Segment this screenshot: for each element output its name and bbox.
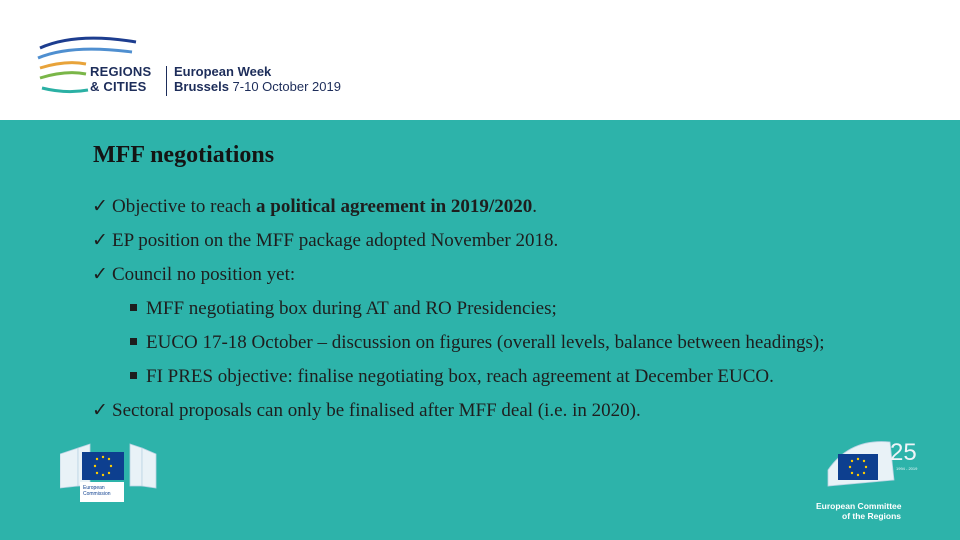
logo-line1: REGIONS bbox=[90, 64, 152, 79]
bullet-ep-position bbox=[92, 227, 952, 261]
bullet-council bbox=[92, 261, 952, 295]
bullet-sectoral bbox=[92, 397, 952, 431]
bullet-objective bbox=[92, 193, 952, 227]
square-bullet-icon bbox=[130, 338, 137, 345]
bullet-text: Sectoral proposals can only be finalised after MFF deal (i.e. in 2020). bbox=[112, 400, 641, 421]
event-city: Brussels bbox=[174, 79, 229, 94]
check-icon: ✓ bbox=[92, 264, 108, 285]
bullet-text-bold: a political agreement in 2019/2020 bbox=[256, 196, 533, 217]
slide-title: MFF negotiations bbox=[93, 142, 275, 168]
cor-label-line2: of the Regions bbox=[842, 511, 902, 521]
check-icon: ✓ bbox=[92, 400, 108, 421]
logo-wordmark bbox=[90, 64, 151, 94]
bullet-text: EP position on the MFF package adopted November 2018. bbox=[112, 230, 559, 251]
subbullet-text: EUCO 17-18 October – discussion on figures (overall levels, balance between headings); bbox=[146, 332, 825, 353]
square-bullet-icon bbox=[130, 372, 137, 379]
bullet-text-post: . bbox=[532, 196, 537, 217]
event-title: European Week bbox=[174, 64, 272, 79]
subbullet-fi-pres bbox=[92, 363, 952, 397]
header bbox=[0, 0, 960, 120]
bullet-text-pre: Objective to reach bbox=[112, 196, 257, 217]
logo-divider bbox=[166, 66, 167, 96]
cor-label-line1: European Committee bbox=[816, 501, 902, 511]
square-bullet-icon bbox=[130, 304, 137, 311]
ec-label-line1: European bbox=[83, 485, 105, 491]
cor-anniversary: 25 bbox=[890, 439, 917, 466]
subbullet-euco bbox=[92, 329, 952, 363]
cor-years: 1994 - 2019 bbox=[896, 466, 918, 471]
event-text bbox=[174, 64, 341, 94]
subbullet-text: MFF negotiating box during AT and RO Presidencies; bbox=[146, 298, 557, 319]
subbullet-text: FI PRES objective: finalise negotiating box, reach agreement at December EUCO. bbox=[146, 366, 774, 387]
event-place-dates bbox=[174, 79, 341, 94]
subbullet-negotiating-box bbox=[92, 295, 952, 329]
bullet-list bbox=[92, 193, 952, 431]
bullet-text: Council no position yet: bbox=[112, 264, 296, 285]
ec-label-line2: Commission bbox=[83, 491, 111, 497]
check-icon: ✓ bbox=[92, 230, 108, 251]
event-dates: 7-10 October 2019 bbox=[232, 79, 341, 94]
european-commission-logo bbox=[60, 436, 160, 504]
check-icon: ✓ bbox=[92, 196, 108, 217]
logo-line2: & CITIES bbox=[90, 79, 147, 94]
committee-of-regions-logo bbox=[810, 430, 930, 530]
